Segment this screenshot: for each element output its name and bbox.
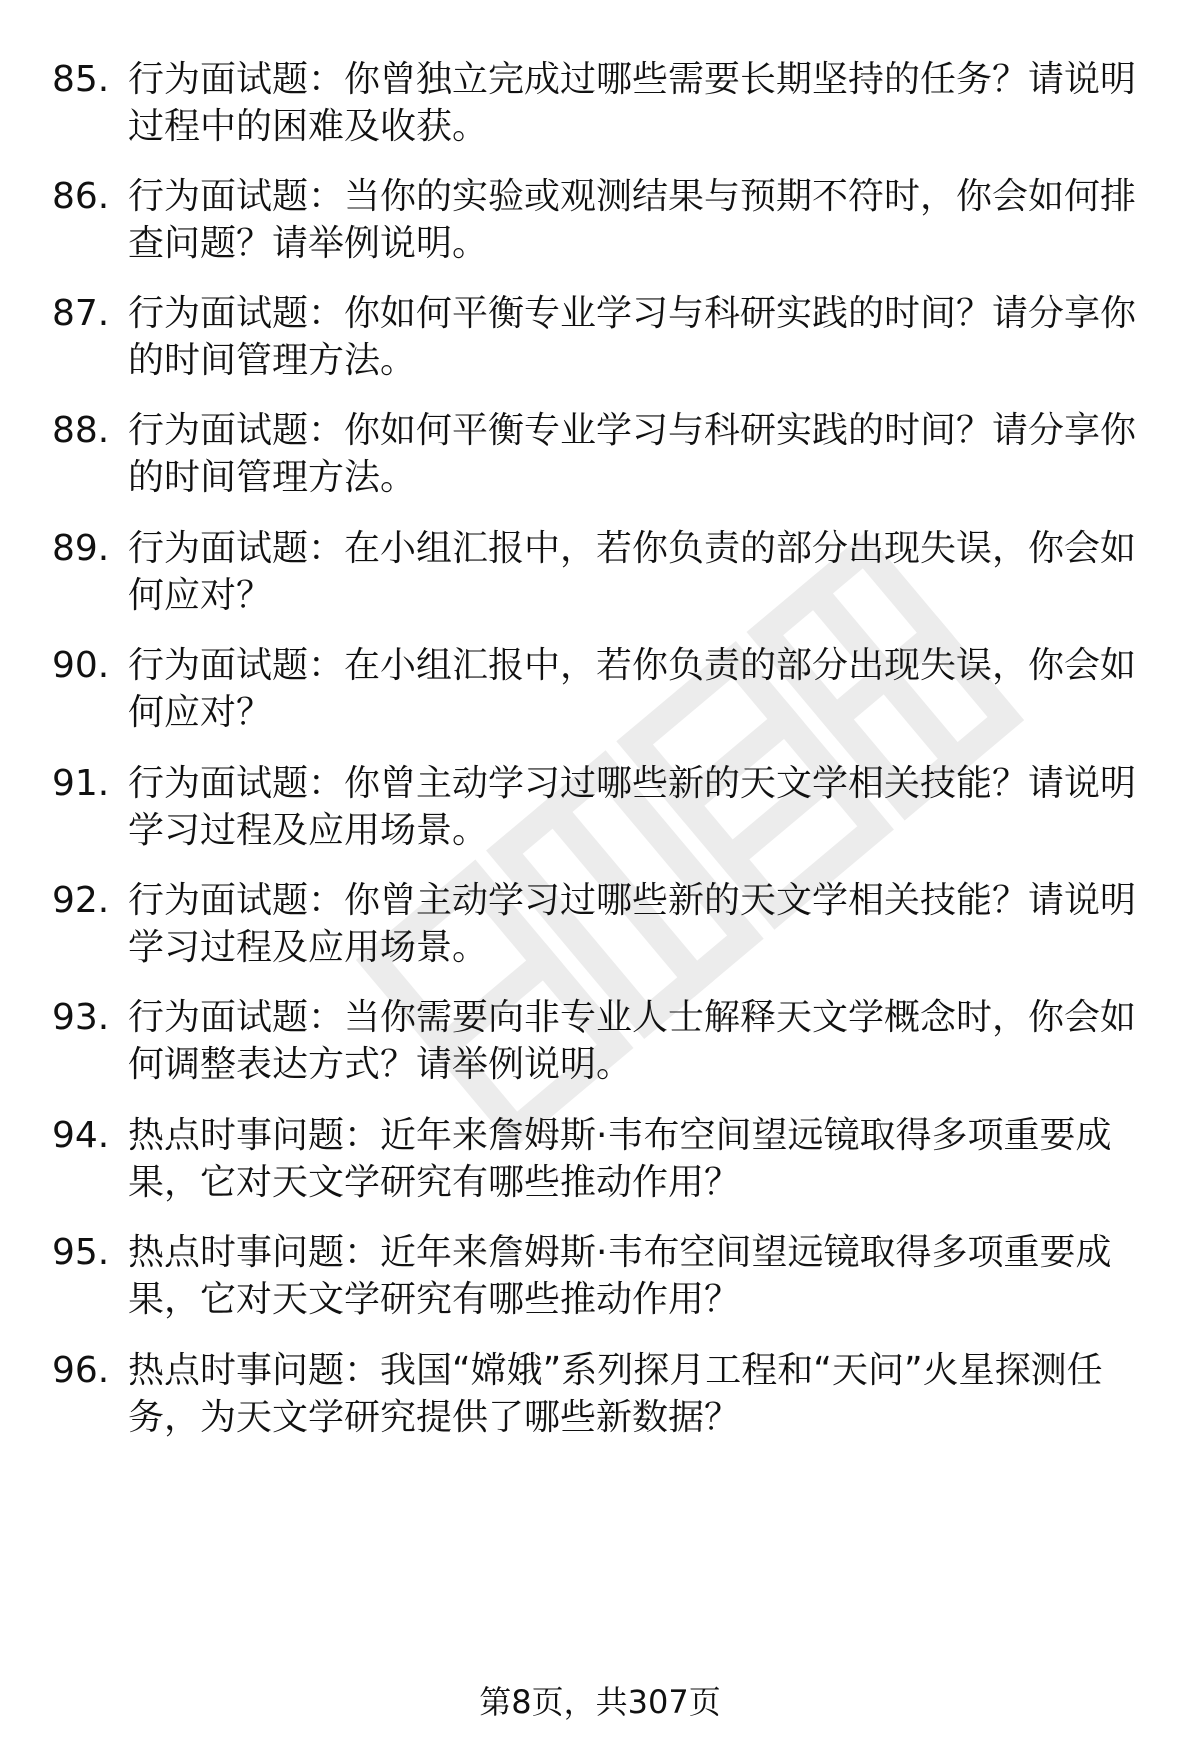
question-item [52, 1347, 1152, 1441]
question-text: 行为面试题：你曾主动学习过哪些新的天文学相关技能？请说明学习过程及应用场景。 [128, 763, 1137, 851]
question-number: 93. [52, 997, 110, 1038]
question-text: 行为面试题：你如何平衡专业学习与科研实践的时间？请分享你的时间管理方法。 [128, 293, 1137, 381]
question-text: 行为面试题：当你需要向非专业人士解释天文学概念时，你会如何调整表达方式？请举例说明。 [128, 997, 1137, 1085]
question-item [52, 642, 1152, 736]
question-item [52, 1112, 1152, 1206]
question-item [52, 994, 1152, 1088]
question-item [52, 1229, 1152, 1323]
question-number: 92. [52, 880, 110, 921]
question-text: 行为面试题：你如何平衡专业学习与科研实践的时间？请分享你的时间管理方法。 [128, 410, 1137, 498]
page-number: 第8页，共307页 [479, 1683, 721, 1721]
question-item [52, 173, 1152, 267]
question-text: 行为面试题：你曾主动学习过哪些新的天文学相关技能？请说明学习过程及应用场景。 [128, 880, 1137, 968]
question-number: 95. [52, 1232, 110, 1273]
question-item [52, 877, 1152, 971]
question-item [52, 760, 1152, 854]
question-number: 91. [52, 763, 110, 804]
question-text: 热点时事问题：近年来詹姆斯·韦布空间望远镜取得多项重要成果，它对天文学研究有哪些推动作用？ [128, 1232, 1112, 1320]
question-number: 89. [52, 528, 110, 569]
question-item [52, 290, 1152, 384]
question-text: 行为面试题：在小组汇报中，若你负责的部分出现失误，你会如何应对？ [128, 528, 1137, 616]
question-number: 87. [52, 293, 110, 334]
question-number: 86. [52, 176, 110, 217]
question-number: 94. [52, 1115, 110, 1156]
question-text: 热点时事问题：我国“嫦娥”系列探月工程和“天问”火星探测任务，为天文学研究提供了哪些新数据？ [128, 1350, 1103, 1438]
question-text: 行为面试题：在小组汇报中，若你负责的部分出现失误，你会如何应对？ [128, 645, 1137, 733]
question-number: 88. [52, 410, 110, 451]
question-number: 85. [52, 59, 110, 100]
question-item [52, 525, 1152, 619]
question-text: 行为面试题：当你的实验或观测结果与预期不符时，你会如何排查问题？请举例说明。 [128, 176, 1137, 264]
question-item [52, 56, 1152, 150]
question-item [52, 407, 1152, 501]
question-number: 96. [52, 1350, 110, 1391]
question-number: 90. [52, 645, 110, 686]
question-text: 行为面试题：你曾独立完成过哪些需要长期坚持的任务？请说明过程中的困难及收获。 [128, 59, 1137, 147]
question-text: 热点时事问题：近年来詹姆斯·韦布空间望远镜取得多项重要成果，它对天文学研究有哪些推动作用？ [128, 1115, 1112, 1203]
